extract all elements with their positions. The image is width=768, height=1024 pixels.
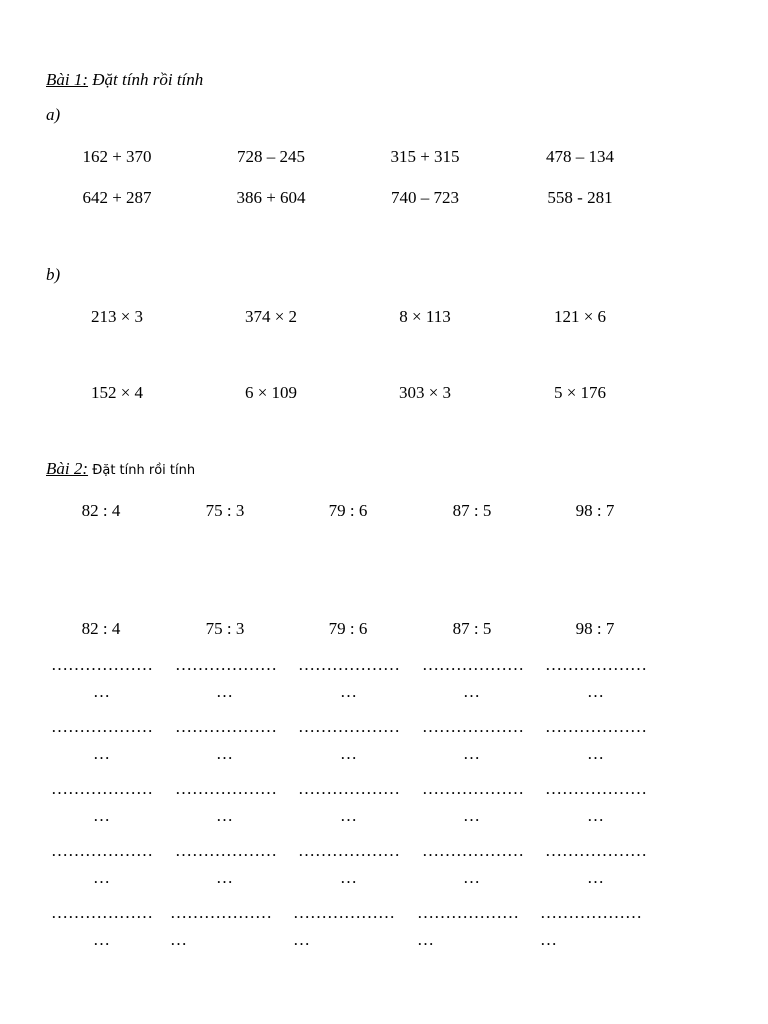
answer-dots: ………………: [51, 717, 153, 736]
division-2-1: 82 : 4: [81, 619, 121, 638]
answer-dots-cont: …: [216, 806, 233, 825]
answer-dots-cont: …: [93, 930, 110, 949]
answer-dots: ………………: [417, 903, 519, 922]
division-2-3: 79 : 6: [328, 619, 368, 638]
answer-dots-cont: …: [216, 744, 233, 763]
answer-dots: ………………: [298, 717, 400, 736]
bai2-instruction: Đặt tính rồi tính: [92, 463, 196, 478]
division-1-2: 75 : 3: [205, 501, 245, 520]
answer-dots-cont: …: [340, 868, 357, 887]
answer-dots-cont: …: [93, 744, 110, 763]
division-1-1: 82 : 4: [81, 501, 121, 520]
exercise-a1-4: 478 – 134: [546, 147, 614, 166]
answer-dots-cont: …: [170, 930, 187, 949]
answer-dots: ………………: [170, 903, 272, 922]
bai1-heading: [46, 70, 203, 90]
division-1-4: 87 : 5: [452, 501, 492, 520]
answer-dots: ………………: [298, 655, 400, 674]
answer-dots-cont: …: [93, 868, 110, 887]
exercise-a1-1: 162 + 370: [82, 147, 152, 166]
answer-dots-cont: …: [587, 682, 604, 701]
answer-dots-cont: …: [587, 744, 604, 763]
division-1-5: 98 : 7: [575, 501, 615, 520]
answer-dots: ………………: [51, 655, 153, 674]
exercise-b1-1: 213 × 3: [90, 307, 144, 326]
answer-dots-cont: …: [463, 868, 480, 887]
answer-dots: ………………: [293, 903, 395, 922]
answer-dots: ………………: [51, 841, 153, 860]
answer-dots-cont: …: [340, 806, 357, 825]
exercise-a2-2: 386 + 604: [236, 188, 306, 207]
answer-dots-cont: …: [293, 930, 310, 949]
exercise-b1-3: 8 × 113: [399, 307, 451, 326]
exercise-a2-3: 740 – 723: [391, 188, 459, 207]
answer-dots: ………………: [51, 903, 153, 922]
answer-dots-cont: …: [417, 930, 434, 949]
answer-dots: ………………: [175, 717, 277, 736]
answer-dots-cont: …: [216, 682, 233, 701]
bai2-heading: [46, 459, 195, 481]
exercise-b2-2: 6 × 109: [244, 383, 298, 402]
answer-dots: ………………: [298, 841, 400, 860]
answer-dots: ………………: [175, 655, 277, 674]
answer-dots-cont: …: [340, 682, 357, 701]
bai2-label: Bài 2:: [46, 459, 89, 478]
answer-dots-cont: …: [463, 682, 480, 701]
answer-dots: ………………: [540, 903, 642, 922]
division-2-2: 75 : 3: [205, 619, 245, 638]
exercise-b2-4: 5 × 176: [553, 383, 607, 402]
division-2-4: 87 : 5: [452, 619, 492, 638]
answer-dots: ………………: [422, 779, 524, 798]
answer-dots: ………………: [545, 717, 647, 736]
answer-dots: ………………: [422, 717, 524, 736]
exercise-a1-2: 728 – 245: [237, 147, 305, 166]
answer-dots-cont: …: [93, 806, 110, 825]
exercise-b1-4: 121 × 6: [553, 307, 607, 326]
exercise-a1-3: 315 + 315: [390, 147, 460, 166]
exercise-a2-1: 642 + 287: [82, 188, 152, 207]
answer-dots: ………………: [298, 779, 400, 798]
part-a-label: a): [46, 105, 61, 124]
answer-dots-cont: …: [587, 806, 604, 825]
answer-dots: ………………: [545, 655, 647, 674]
answer-dots: ………………: [422, 655, 524, 674]
part-b-label: b): [46, 265, 61, 284]
answer-dots-cont: …: [216, 868, 233, 887]
answer-dots-cont: …: [587, 868, 604, 887]
bai1-instruction: Đặt tính rồi tính: [92, 70, 204, 89]
answer-dots: ………………: [422, 841, 524, 860]
exercise-b2-3: 303 × 3: [398, 383, 452, 402]
answer-dots-cont: …: [340, 744, 357, 763]
exercise-b1-2: 374 × 2: [244, 307, 298, 326]
answer-dots: ………………: [175, 779, 277, 798]
division-1-3: 79 : 6: [328, 501, 368, 520]
bai1-label: Bài 1:: [46, 70, 89, 89]
answer-dots-cont: …: [463, 744, 480, 763]
answer-dots: ………………: [545, 779, 647, 798]
division-2-5: 98 : 7: [575, 619, 615, 638]
exercise-b2-1: 152 × 4: [90, 383, 144, 402]
answer-dots: ………………: [51, 779, 153, 798]
answer-dots-cont: …: [463, 806, 480, 825]
exercise-a2-4: 558 - 281: [547, 188, 613, 207]
answer-dots: ………………: [545, 841, 647, 860]
answer-dots-cont: …: [540, 930, 557, 949]
answer-dots-cont: …: [93, 682, 110, 701]
answer-dots: ………………: [175, 841, 277, 860]
